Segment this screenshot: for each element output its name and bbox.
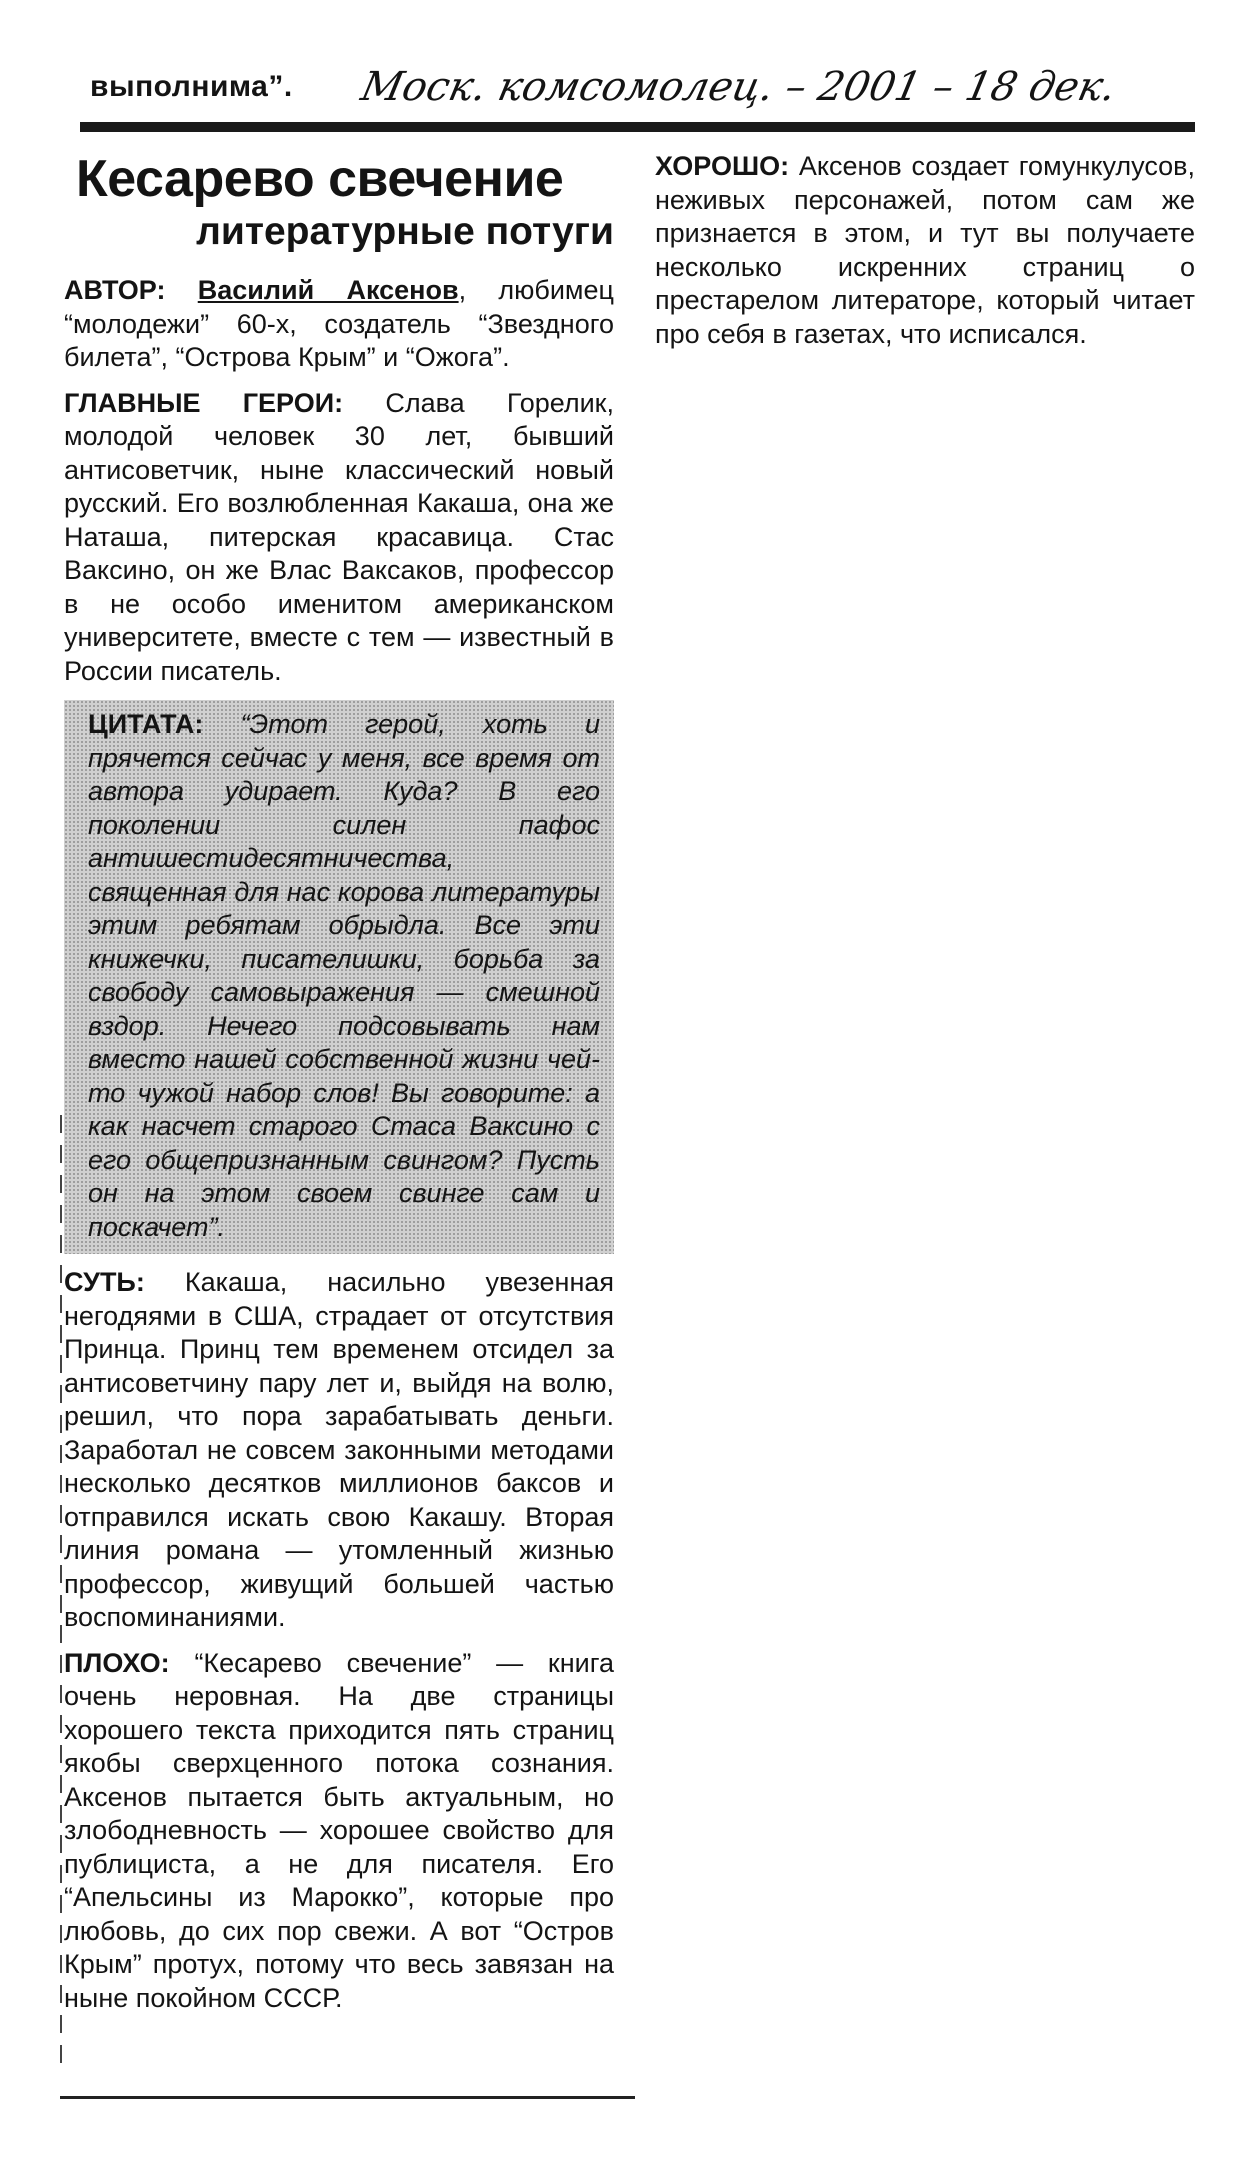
heroes-lead: ГЛАВНЫЕ ГЕРОИ:	[64, 387, 344, 418]
author-text: , любимец “молодежи” 60-х, создатель “Звездного билета”, “Острова Крым” и “Ожога”.	[64, 275, 614, 372]
essence-paragraph	[64, 1266, 614, 1635]
author-lead: АВТОР:	[64, 275, 166, 305]
article-title: Кесарево свечение	[76, 150, 564, 208]
bad-paragraph	[64, 1647, 614, 2016]
quote-paragraph	[88, 708, 600, 1244]
left-column	[64, 150, 614, 2027]
clipping-header	[80, 60, 1180, 120]
quote-box	[64, 700, 614, 1254]
header-label: выполнима”.	[90, 70, 293, 103]
good-paragraph	[655, 150, 1195, 351]
bad-text: “Кесарево свечение” — книга очень неровная. На две страницы хорошего текста приходится пять страниц якобы сверхценного потока сознания. Аксенов пытается быть актуальным, но злободневность — хорошее свойство для публициста, а не для писателя. Его “Апельсины из Марокко”, которые про любовь, до сих пор свежи. А вот “Остров Крым” протух, потому что весь завязан на ныне покойном СССР.	[64, 1647, 614, 2013]
essence-lead: СУТЬ:	[64, 1267, 145, 1297]
handwritten-source-note: Моск. комсомолец. – 2001 – 18 дек.	[357, 64, 1121, 110]
good-lead: ХОРОШО:	[655, 151, 790, 181]
cut-edge-line	[60, 1115, 62, 2065]
author-paragraph	[64, 274, 614, 375]
article-subtitle: литературные потуги	[196, 210, 614, 253]
footer-rule	[60, 2096, 635, 2099]
heroes-paragraph	[64, 387, 614, 689]
essence-text: Какаша, насильно увезенная негодяями в США, страдает от отсутствия Принца. Принц тем временем отсидел за антисоветчину пару лет и, выйдя на волю, решил, что пора зарабатывать деньги. Заработал не совсем законными методами несколько десятков миллионов баксов и отправился искать свою Какашу. Вторая линия романа — утомленный жизнью профессор, живущий большей частью воспоминаниями.	[64, 1267, 614, 1632]
heroes-text: Слава Горелик, молодой человек 30 лет, бывший антисоветчик, ныне классический новый русский. Его возлюбленная Какаша, она же Наташа, питерская красавица. Стас Ваксино, он же Влас Ваксаков, профессор в не особо именитом американском университете, вместе с тем — известный в России писатель.	[64, 387, 614, 686]
header-rule	[80, 122, 1195, 132]
quote-lead: ЦИТАТА:	[88, 709, 204, 739]
author-name: Василий Аксенов	[197, 275, 459, 305]
right-column	[655, 150, 1195, 363]
good-text: Аксенов создает гомункулусов, неживых персонажей, потом сам же признается в этом, и тут вы получаете несколько искренних страниц о престарелом литераторе, который читает про себя в газетах, что исписался.	[655, 151, 1195, 349]
quote-text: “Этот герой, хоть и прячется сейчас у меня, все время от автора удирает. Куда? В его поколении силен пафос антишестидесятничества, священная для нас корова литературы этим ребятам обрыдла. Все эти книжечки, писателишки, борьба за свободу самовыражения — смешной вздор. Нечего подсовывать нам вместо нашей собственной жизни чей-то чужой набор слов! Вы говорите: а как насчет старого Стаса Ваксино с его общепризнанным свингом? Пусть он на этом своем свинге сам и поскачет”.	[88, 709, 600, 1242]
bad-lead: ПЛОХО:	[64, 1647, 170, 1678]
